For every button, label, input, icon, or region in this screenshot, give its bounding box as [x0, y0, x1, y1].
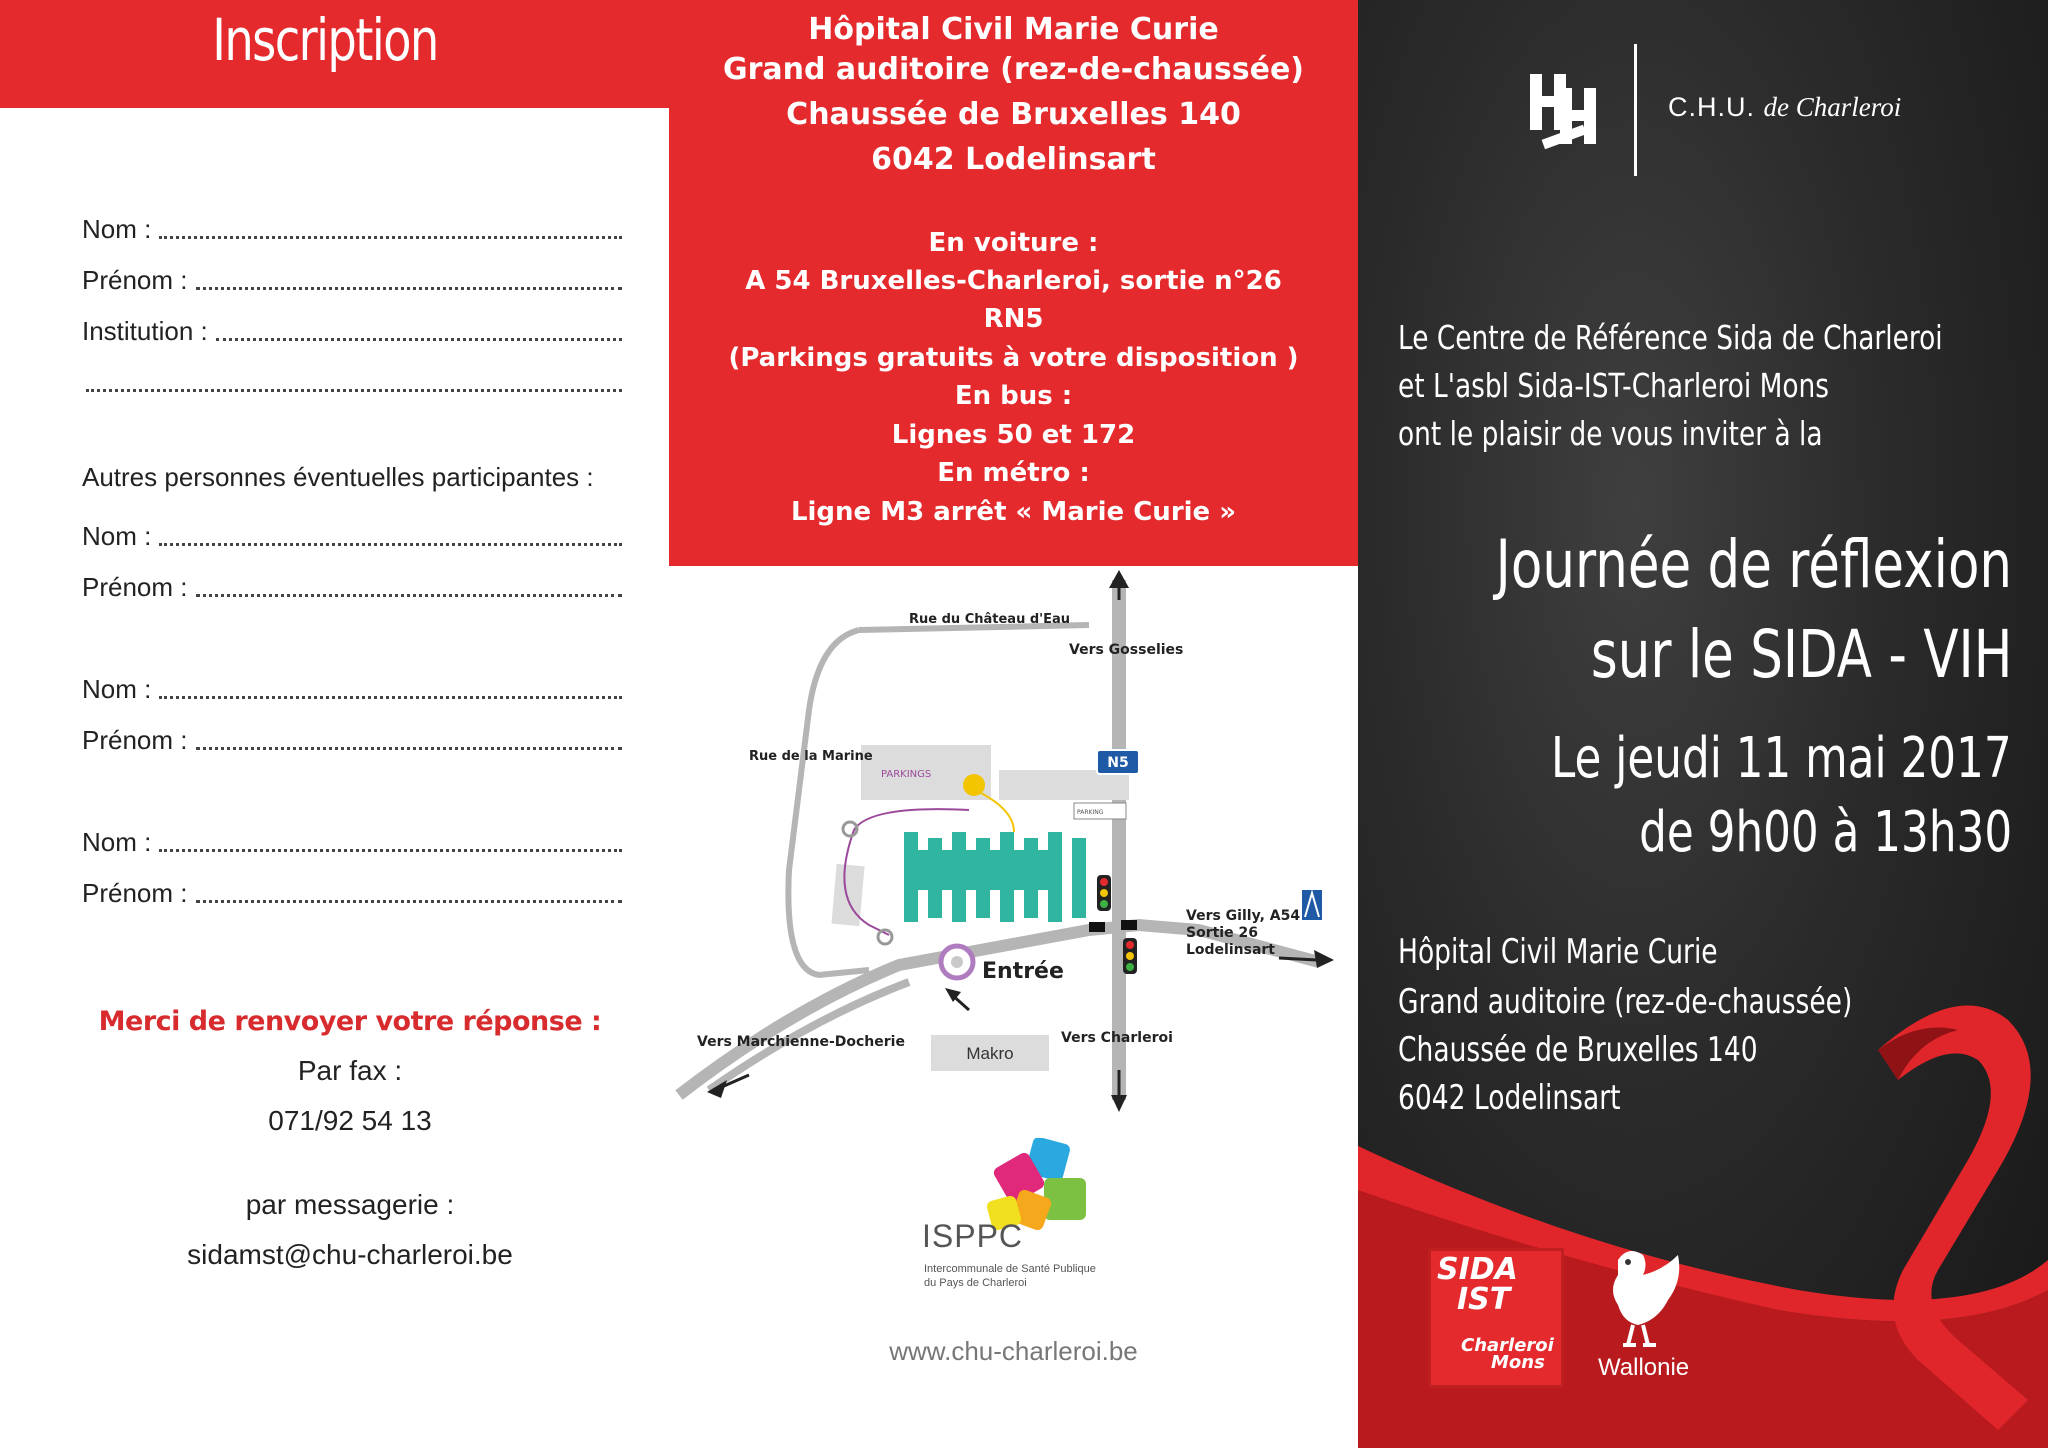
label-vers-gilly: Vers Gilly, A54	[1186, 908, 1301, 924]
hospital-building	[904, 832, 1086, 922]
label-rue-marine: Rue de la Marine	[749, 749, 873, 764]
wallonie-label: Wallonie	[1598, 1354, 1690, 1381]
field-prenom-3[interactable]	[82, 716, 622, 756]
access-line: Lignes 50 et 172	[891, 420, 1136, 450]
reply-title: Merci de renvoyer votre réponse :	[98, 1006, 602, 1037]
venue-line: Chaussée de Bruxelles 140	[1398, 1030, 1758, 1070]
field-institution[interactable]	[82, 307, 622, 347]
event-time: de 9h00 à 13h30	[1639, 800, 2012, 865]
field-prenom-4[interactable]	[82, 869, 622, 909]
venue-line: Grand auditoire (rez-de-chaussée)	[1398, 982, 1853, 1022]
field-dots	[196, 591, 623, 597]
venue-line: Hôpital Civil Marie Curie	[1398, 932, 1718, 972]
sida-logo-city	[1461, 1337, 1554, 1371]
field-label: Nom :	[82, 214, 152, 244]
other-participants-label: Autres personnes éventuelles participantes :	[82, 462, 594, 492]
access-line: En voiture :	[928, 228, 1099, 258]
chu-logo-icon	[1528, 68, 1608, 152]
sida-line: SIDA	[1437, 1252, 1518, 1287]
sida-ist-logo	[1428, 1248, 1564, 1388]
field-dots	[159, 233, 622, 239]
reply-instructions	[60, 1006, 640, 1271]
field-dots	[159, 846, 622, 852]
label-sortie: Sortie 26	[1186, 925, 1258, 941]
event-title-line2: sur le SIDA - VIH	[1590, 616, 2012, 693]
label-n5: N5	[1107, 755, 1129, 771]
event-date: Le jeudi 11 mai 2017	[1551, 726, 2012, 791]
field-dots	[196, 897, 623, 903]
field-dots	[196, 284, 623, 290]
access-map[interactable]	[669, 570, 1358, 1130]
field-dots	[216, 335, 622, 341]
location-line: 6042 Lodelinsart	[871, 142, 1156, 177]
ist-line: IST	[1457, 1282, 1511, 1317]
location-line: Hôpital Civil Marie Curie	[808, 12, 1219, 47]
field-nom-4[interactable]	[82, 818, 622, 858]
isppc-name: ISPPC	[922, 1218, 1024, 1254]
intro-line: et L'asbl Sida-IST-Charleroi Mons	[1398, 366, 1830, 405]
event-title-line1: Journée de réflexion	[1495, 526, 2012, 603]
city-line: Charleroi	[1461, 1335, 1554, 1356]
location-info-box	[669, 0, 1358, 566]
registration-panel	[0, 0, 669, 1448]
field-label: Nom :	[82, 674, 152, 704]
field-dots	[86, 386, 622, 392]
field-institution-extra[interactable]	[82, 358, 622, 398]
event-panel	[1358, 0, 2048, 1448]
label-vers-marchienne: Vers Marchienne-Docherie	[697, 1034, 905, 1050]
website-link[interactable]: www.chu-charleroi.be	[889, 1336, 1138, 1366]
city-line: Mons	[1491, 1352, 1545, 1373]
field-label: Institution :	[82, 316, 208, 346]
field-nom-2[interactable]	[82, 512, 622, 552]
field-label: Prénom :	[82, 725, 188, 755]
field-nom-3[interactable]	[82, 665, 622, 705]
label-parkings: PARKINGS	[881, 769, 932, 780]
field-label: Nom :	[82, 827, 152, 857]
field-prenom-2[interactable]	[82, 563, 622, 603]
venue-line: 6042 Lodelinsart	[1398, 1078, 1621, 1118]
email-link[interactable]: sidamst@chu-charleroi.be	[187, 1239, 513, 1270]
isppc-subtitle	[924, 1262, 1124, 1290]
location-panel	[669, 0, 1358, 1448]
field-nom[interactable]	[82, 205, 622, 245]
label-lodelinsart: Lodelinsart	[1186, 942, 1275, 958]
label-vers-gosselies: Vers Gosselies	[1069, 642, 1184, 658]
access-line: Ligne M3 arrêt « Marie Curie »	[790, 497, 1237, 527]
access-line: En bus :	[954, 381, 1073, 411]
access-line: A 54 Bruxelles-Charleroi, sortie n°26	[745, 266, 1282, 296]
arrow-down-icon	[1111, 1095, 1127, 1112]
access-line: RN5	[983, 304, 1044, 334]
field-dots	[159, 693, 622, 699]
location-line: Grand auditoire (rez-de-chaussée)	[722, 52, 1304, 87]
access-line: En métro :	[937, 458, 1090, 488]
label-entree: Entrée	[982, 959, 1064, 984]
field-label: Prénom :	[82, 878, 188, 908]
field-dots	[159, 540, 622, 546]
chu-name-italic: de Charleroi	[1763, 92, 1902, 122]
wallonie-rooster-icon	[1588, 1240, 1698, 1350]
field-dots	[196, 744, 623, 750]
chu-name	[1668, 92, 1901, 123]
isppc-sub-line: Intercommunale de Santé Publique	[924, 1263, 1096, 1275]
field-label: Nom :	[82, 521, 152, 551]
chu-name-main: C.H.U.	[1668, 92, 1755, 122]
field-label: Prénom :	[82, 572, 188, 602]
fax-number: 071/92 54 13	[268, 1105, 432, 1136]
field-prenom[interactable]	[82, 256, 622, 296]
label-parking-pmr: PARKING	[1077, 809, 1104, 816]
isppc-sub-line: du Pays de Charleroi	[924, 1277, 1027, 1289]
fax-label: Par fax :	[297, 1055, 403, 1086]
access-line: (Parkings gratuits à votre disposition )	[728, 343, 1299, 373]
mail-label: par messagerie :	[245, 1189, 455, 1220]
label-makro: Makro	[966, 1044, 1014, 1063]
label-rue-chateau: Rue du Château d'Eau	[909, 612, 1071, 627]
sida-logo-text	[1437, 1252, 1518, 1317]
registration-title: Inscription	[212, 6, 438, 74]
field-label: Prénom :	[82, 265, 188, 295]
intro-line: ont le plaisir de vous inviter à la	[1398, 414, 1823, 453]
logo-divider	[1634, 44, 1637, 176]
label-vers-charleroi: Vers Charleroi	[1061, 1030, 1173, 1046]
intro-line: Le Centre de Référence Sida de Charleroi	[1398, 318, 1943, 357]
location-line: Chaussée de Bruxelles 140	[786, 97, 1241, 132]
